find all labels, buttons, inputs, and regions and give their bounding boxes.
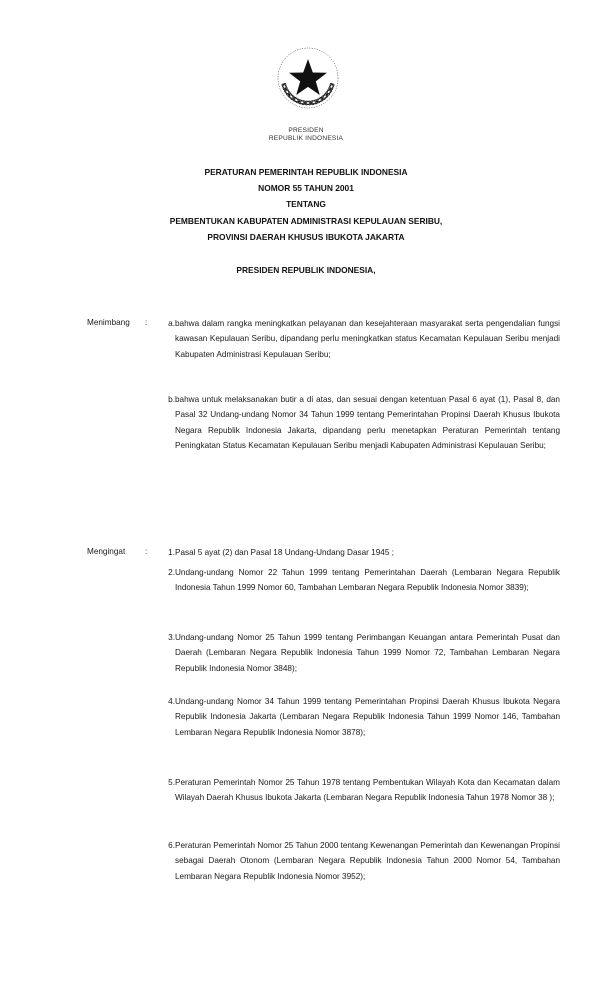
item-marker: 5. [168,778,175,787]
menimbang-label: Menimbang [87,318,130,327]
menimbang-item-a [153,316,560,362]
mengingat-item-3 [153,630,560,676]
wreath-leaf [299,99,306,105]
item-text: bahwa untuk melaksanakan butir a di atas, dan sesuai dengan ketentuan Pasal 6 ayat (1), Pasal 8, dan Pasal 32 Undang-undang Nomor 34 Tahun 1999 tentang Pemerintahan Propinsi Daerah Khusus Ibukota Negara Republik Indonesia Jakarta, dipandang perlu menetapkan Peraturan Pemerintah tentang Peningkatan Status Kecamatan Kepulauan Seribu menjadi Kabupaten Administrasi Kepulauan Seribu; [175,395,560,450]
item-text: Peraturan Pemerintah Nomor 25 Tahun 2000 tentang Kewenangan Pemerintah dan Kewenangan Propinsi sebagai Daerah Otonom (Lembaran Negara Republik Indonesia Tahun 2000 Nomor 54, Tambahan Lembaran Negara Republik Indonesia Nomor 3952); [175,841,560,881]
item-text: Pasal 5 ayat (2) dan Pasal 18 Undang-Undang Dasar 1945 ; [175,548,394,557]
mengingat-item-5 [153,775,560,806]
item-text: Peraturan Pemerintah Nomor 25 Tahun 1978 tentang Pembentukan Wilayah Kota dan Kecamatan dalam Wilayah Daerah Khusus Ibukota Jakarta (Lembaran Negara Republik Indonesia Tahun 1978 Nomor 38 ); [175,778,560,803]
mengingat-colon: : [145,547,148,556]
menimbang-colon: : [145,318,148,327]
item-marker: 3. [168,633,175,642]
regulation-title: PERATURAN PEMERINTAH REPUBLIK INDONESIA [204,167,408,177]
wreath-leaf [293,97,299,104]
wreath-leaf [316,99,323,102]
mengingat-item-2 [153,565,560,596]
wreath-leaf [325,89,332,95]
mengingat-label: Mengingat [87,547,126,556]
wreath-leaf [328,83,335,90]
mengingat-item-4 [153,694,560,740]
wreath-leaf [321,94,328,99]
regulation-number: NOMOR 55 TAHUN 2001 [258,183,354,193]
regulation-subject-line1: PEMBENTUKAN KABUPATEN ADMINISTRASI KEPULAUAN SERIBU, [169,216,443,226]
regulation-about: TENTANG [286,199,326,209]
item-marker: 4. [168,697,175,706]
presidential-seal-icon [276,46,340,110]
mengingat-item-1 [153,545,560,560]
item-marker: b. [168,395,175,404]
item-marker: 1. [168,548,175,557]
item-text: Undang-undang Nomor 25 Tahun 1999 tentang Perimbangan Keuangan antara Pemerintah Pusat dan Daerah (Lembaran Negara Republik Indonesia Tahun 1999 Nomor 72, Tambahan Lembaran Negara Republik Indonesia Nomor 3848); [175,633,560,673]
regulation-subject-line2: PROVINSI DAERAH KHUSUS IBUKOTA JAKARTA [207,232,405,242]
mengingat-item-6 [153,838,560,884]
wreath-leaf [285,89,289,96]
wreath-leaf [289,93,294,100]
item-text: Undang-undang Nomor 22 Tahun 1999 tentang Pemerintahan Daerah (Lembaran Negara Republik Indonesia Tahun 1999 Nomor 60, Tambahan Lembaran Negara Republik Indonesia Nomor 3839); [175,568,560,593]
menimbang-item-b [153,392,560,453]
item-marker: 6. [168,841,175,850]
seal-caption-line1: PRESIDEN [288,127,324,134]
item-marker: a. [168,319,175,328]
preamble-heading: PRESIDEN REPUBLIK INDONESIA, [236,265,376,275]
item-text: bahwa dalam rangka meningkatkan pelayanan dan kesejahteraan masyarakat serta pengendalian fungsi kawasan Kepulauan Seribu, dipandang perlu meningkatkan status Kecamatan Kepulauan Seribu menjadi Kabupaten Administrasi Kepulauan Seribu; [175,319,560,359]
item-marker: 2. [168,568,175,577]
item-text: Undang-undang Nomor 34 Tahun 1999 tentang Pemerintahan Propinsi Daerah Khusus Ibukota Negara Republik Indonesia Jakarta (Lembaran Negara Republik Indonesia Tahun 1999 Nomor 146, Tambahan Lembaran Negara Republik Indonesia Nomor 3878); [175,697,560,737]
seal-caption-line2: REPUBLIK INDONESIA [268,135,344,142]
